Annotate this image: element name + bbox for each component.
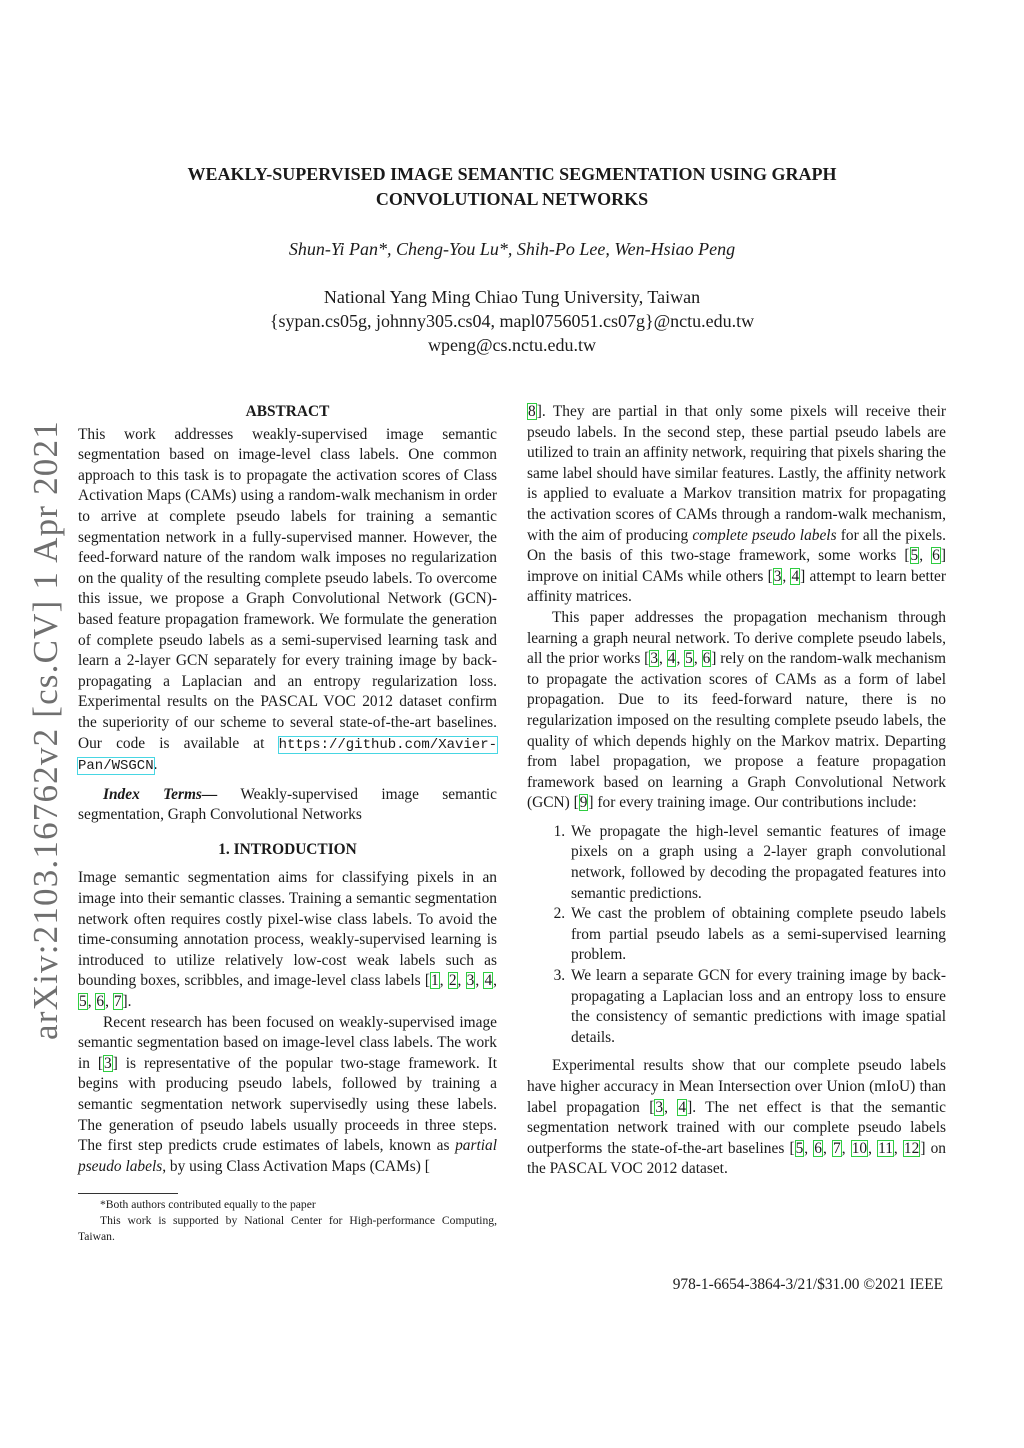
introduction-heading: 1. INTRODUCTION <box>218 840 357 858</box>
abstract-text: This work addresses weakly-supervised image semantic segmentation based on image-level class labels. One common approach to this task is to propagate the activation scores of Class Activation Maps (CAMs) using a random-walk mechanism in order to arrive at complete pseudo labels for training a semantic segmentation network in a fully-supervised manner. However, the feed-forward nature of the random walk imposes no regularization on the quality of the resulting complete pseudo labels. To overcome this issue, we propose a Graph Convolutional Network (GCN)-based feature propagation framework. We formulate the generation of complete pseudo labels as a semi-supervised learning task and learn a 2-layer GCN separately for every training image by back-propagating a Laplacian and an entropy regularization loss. Experimental results on the PASCAL VOC 2012 dataset confirm the superiority of our scheme to several state-of-the-art baselines. Our code is available at <box>78 425 497 752</box>
citation-link[interactable]: 6 <box>96 993 105 1011</box>
left-column <box>78 402 497 1177</box>
copyright-notice: 978-1-6654-3864-3/21/$31.00 ©2021 IEEE <box>672 1276 943 1293</box>
complete-pseudo-labels-term: complete pseudo labels <box>692 526 837 544</box>
citation-link[interactable]: 12 <box>903 1139 920 1157</box>
institution: National Yang Ming Chiao Tung University, Taiwan <box>323 287 701 307</box>
index-terms <box>78 785 497 826</box>
abstract-paragraph <box>78 425 497 777</box>
citation-link[interactable]: 1 <box>431 972 439 990</box>
intro-p4-b: ]. The net effect is that the semantic segmentation network trained with our complete pseudo labels outperforms the state-of-the-art baselines [ <box>527 1098 946 1157</box>
intro-p2-a: Recent research has been focused on weakly-supervised image semantic segmentation based on image-level class labels. The work in [ <box>78 1013 497 1072</box>
citation-link[interactable]: 11 <box>878 1139 893 1157</box>
citation-link[interactable]: 2 <box>448 972 457 990</box>
contribution-item: 1. We propagate the high-level semantic features of image pixels on a graph using a 2-layer graph convolutional network, followed by decoding the propagated features into semantic predictions. <box>569 822 946 904</box>
abstract-end: . <box>153 756 158 774</box>
citation-link[interactable]: 5 <box>795 1139 804 1157</box>
title-line-1: WEAKLY-SUPERVISED IMAGE SEMANTIC SEGMENTATION USING GRAPH <box>187 164 837 184</box>
intro-paragraph-2 <box>78 1013 497 1178</box>
citation-link[interactable]: 5 <box>79 993 87 1011</box>
citation-link[interactable]: 4 <box>667 650 676 668</box>
intro-p2-e: for all the pixels. On the basis of this two-stage framework, some works [ <box>527 526 946 565</box>
intro-p3-a: This paper addresses the propagation mechanism through learning a graph neural network. To derive complete pseudo labels, all the prior works [ <box>527 608 946 668</box>
intro-p1-text: Image semantic segmentation aims for classifying pixels in an image into their semantic classes. Training a semantic segmentation network often requires costly pixel-wise class labels. To avoid the time-consuming annotation process, weakly-supervised learning is introduced to utilize relatively low-cost weak labels such as bounding boxes, scribbles, and image-level class labels [ <box>78 869 497 990</box>
right-column <box>527 402 946 1180</box>
intro-p1-end: ]. <box>122 993 132 1011</box>
contribution-item: 3. We learn a separate GCN for every training image by back-propagating a Laplacian loss and an entropy loss to ensure the consistency of semantic predictions with image spatial details. <box>569 966 946 1048</box>
citation-link[interactable]: 4 <box>484 972 493 990</box>
citation-link[interactable]: 5 <box>685 650 693 668</box>
intro-paragraph-3: This paper addresses the propagation mechanism through learning a graph neural network. To derive complete pseudo labels, all the prior works [3, 4, 5, 6] rely on the random-walk mechanism to propagate the activation scores of CAMs as a form of label propagation. Due to its feed-forward nature, there is no regularization imposed on the resulting complete pseudo labels, the quality of which depends highly on the Markov matrix. Departing from label propagation, we propose a feature propagation framework based on learning a Graph Convolutional Network (GCN) [9] for every training image. Our contributions include: <box>527 608 946 812</box>
citation-link[interactable]: 3 <box>655 1098 664 1116</box>
footnote-equal-contribution: *Both authors contributed equally to the paper <box>100 1198 316 1211</box>
intro-p2-c: , by using Class Activation Maps (CAMs) [ <box>162 1157 430 1175</box>
index-terms-text: Weakly-supervised image semantic segmentation, Graph Convolutional Networks <box>78 785 497 824</box>
footnotes <box>78 1193 497 1245</box>
contributions-list <box>527 822 946 1049</box>
intro-p4-a: Experimental results show that our complete pseudo labels have higher accuracy in Mean Intersection over Union (mIoU) than label propagation [ <box>527 1057 946 1116</box>
citation-link[interactable]: 6 <box>932 547 940 565</box>
code-url-link[interactable]: https://github.com/Xavier-Pan/WSGCN <box>78 736 497 775</box>
intro-p4-c: ] on the PASCAL VOC 2012 dataset. <box>527 1139 946 1178</box>
citation-link[interactable]: 3 <box>773 567 782 585</box>
index-terms-label: Index Terms— <box>103 785 218 803</box>
abstract-heading: ABSTRACT <box>245 403 330 420</box>
citation-link[interactable]: 6 <box>814 1139 822 1157</box>
intro-p3-b: ] rely on the random-walk mechanism to propagate the activation scores of CAMs as a form of label propagation. Due to its feed-forward nature, there is no regularization imposed on the resulting complete pseudo labels, the quality of which depends highly on the Markov matrix. Departing from label propagation, we propose a feature propagation framework based on learning a Graph Convolutional Network (GCN) [ <box>527 650 946 812</box>
citation-link[interactable]: 3 <box>466 972 475 990</box>
footnote-funding: This work is supported by National Center for High-performance Computing, Taiwan. <box>78 1214 497 1243</box>
intro-paragraph-1: Image semantic segmentation aims for classifying pixels in an image into their semantic classes. Training a semantic segmentation network often requires costly pixel-wise class labels. To avoid the time-consuming annotation process, weakly-supervised learning is introduced to utilize relatively low-cost weak labels such as bounding boxes, scribbles, and image-level class labels [1, 2, 3, 4, 5, 6, 7]. <box>78 869 498 1011</box>
citation-link[interactable]: 6 <box>702 650 711 668</box>
citation-link[interactable]: 4 <box>678 1098 687 1116</box>
partial-pseudo-labels-term: partial pseudo labels <box>78 1137 497 1175</box>
citation-link[interactable]: 8 <box>528 403 536 420</box>
citation-link[interactable]: 7 <box>833 1139 841 1157</box>
citation-link[interactable]: 7 <box>113 993 122 1011</box>
citation-link[interactable]: 4 <box>791 567 800 585</box>
intro-p2-g: ] attempt to learn better affinity matrices. <box>527 567 946 606</box>
intro-paragraph-4: Experimental results show that our complete pseudo labels have higher accuracy in Mean Intersection over Union (mIoU) than label propagation [3, 4]. The net effect is that the semantic segmentation network trained with our complete pseudo labels outperforms the state-of-the-art baselines [5, 6, 7, 10, 11, 12] on the PASCAL VOC 2012 dataset. <box>527 1057 946 1178</box>
author-emails: {sypan.cs05g, johnny305.cs04, mapl0756051.cs07g}@nctu.edu.tw <box>269 311 755 331</box>
intro-paragraph-2-continued: 8]. They are partial in that only some pixels will receive their pseudo labels. In the second step, these partial pseudo labels are utilized to train an affinity network, requiring that pixels sharing the same label should have similar features. Lastly, the affinity network is applied to evaluate a Markov transition matrix for propagating the activation scores of CAMs through a random-walk mechanism, with the aim of producing complete pseudo labels for all the pixels. On the basis of this two-stage framework, some works [5, 6] improve on initial CAMs while others [3, 4] attempt to learn better affinity matrices. <box>527 403 947 606</box>
intro-p3-c: ] for every training image. Our contributions include: <box>588 794 917 812</box>
intro-p2-d: ]. They are partial in that only some pixels will receive their pseudo labels. In the second step, these partial pseudo labels are utilized to train an affinity network, requiring that pixels sharing the same label should have similar features. Lastly, the affinity network is applied to evaluate a Markov transition matrix for propagating the activation scores of CAMs through a random-walk mechanism, with the aim of producing <box>527 403 947 544</box>
intro-p2-f: ] improve on initial CAMs while others [ <box>527 547 946 585</box>
paper-title <box>100 162 924 212</box>
citation-link[interactable]: 10 <box>851 1139 868 1157</box>
arxiv-identifier: arXiv:2103.16762v2 [cs.CV] 1 Apr 2021 <box>26 420 65 1040</box>
contribution-item: 2. We cast the problem of obtaining complete pseudo labels from partial pseudo labels as a semi-supervised learning problem. <box>569 904 946 966</box>
author-email-2: wpeng@cs.nctu.edu.tw <box>427 335 597 355</box>
title-line-2: CONVOLUTIONAL NETWORKS <box>375 189 649 209</box>
citation-link[interactable]: 3 <box>650 650 659 668</box>
citation-link[interactable]: 3 <box>104 1054 112 1072</box>
author-list: Shun-Yi Pan*, Cheng-You Lu*, Shih-Po Lee, Wen-Hsiao Peng <box>288 239 736 259</box>
citation-link[interactable]: 5 <box>910 547 919 565</box>
citation-link[interactable]: 9 <box>579 794 588 812</box>
footnote-rule <box>78 1193 178 1194</box>
affiliation <box>100 285 924 357</box>
intro-p2-b: ] is representative of the popular two-stage framework. It begins with producing pseudo labels, followed by training a semantic segmentation network supervisedly using these labels. The generation of pseudo labels usually proceeds in three steps. The first step predicts crude estimates of labels, known as <box>78 1054 497 1155</box>
